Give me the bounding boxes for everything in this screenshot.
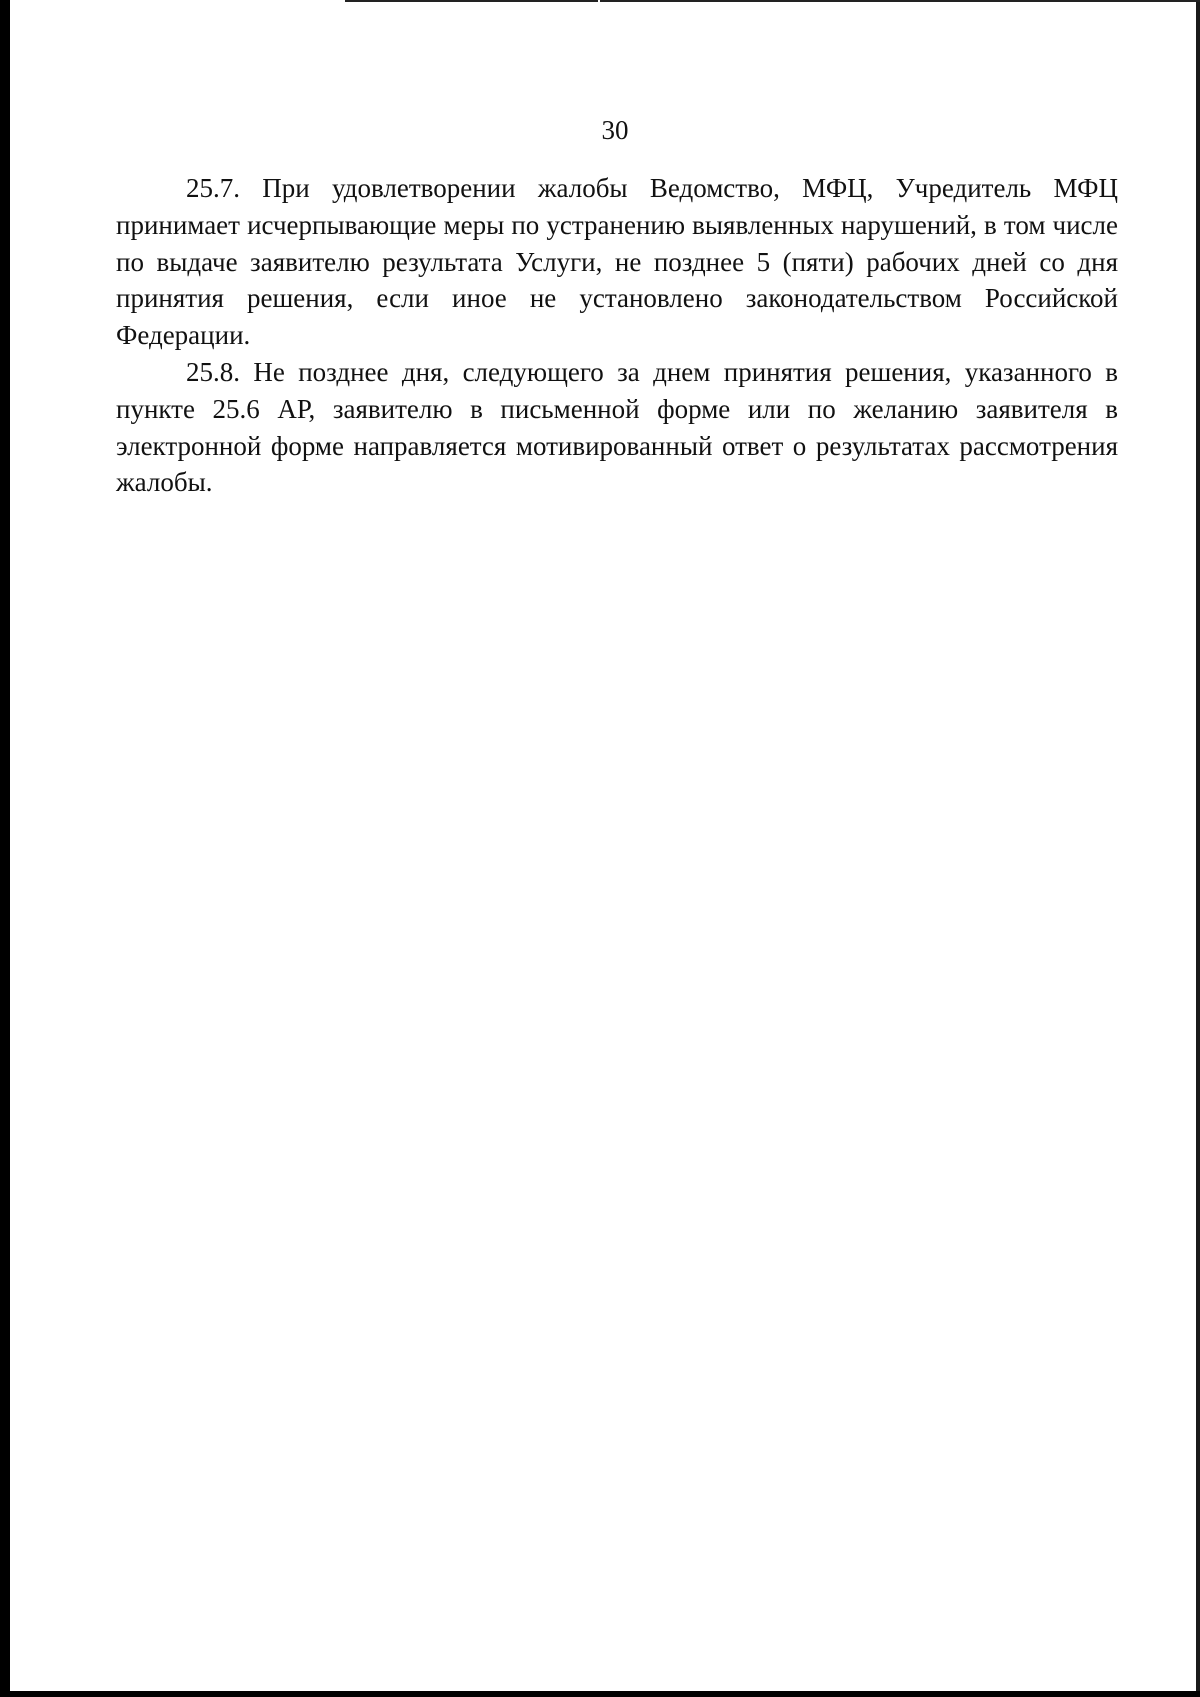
- paragraph-25-7: 25.7. При удовлетворении жалобы Ведомство, МФЦ, Учредитель МФЦ принимает исчерпывающие меры по устранению выявленных нарушений, в том числе по выдаче заявителю результата Услуги, не позднее 5 (пяти) рабочих дней со дня принятия решения, если иное не установлено законодательством Российской Федерации.: [116, 173, 1118, 351]
- scan-line-top-right: [600, 0, 1200, 2]
- page-number: 30: [601, 115, 629, 145]
- scan-border-right: [1196, 0, 1200, 1697]
- document-body: [116, 170, 1118, 501]
- scan-border-bottom: [0, 1691, 1200, 1697]
- scan-border-left: [0, 0, 10, 1697]
- scan-line-top-left: [345, 0, 598, 2]
- paragraph-25-8: 25.8. Не позднее дня, следующего за днем принятия решения, указанного в пункте 25.6 АР, заявителю в письменной форме или по желанию заявителя в электронной форме направляется мотивированный ответ о результатах рассмотрения жалобы.: [116, 356, 1118, 498]
